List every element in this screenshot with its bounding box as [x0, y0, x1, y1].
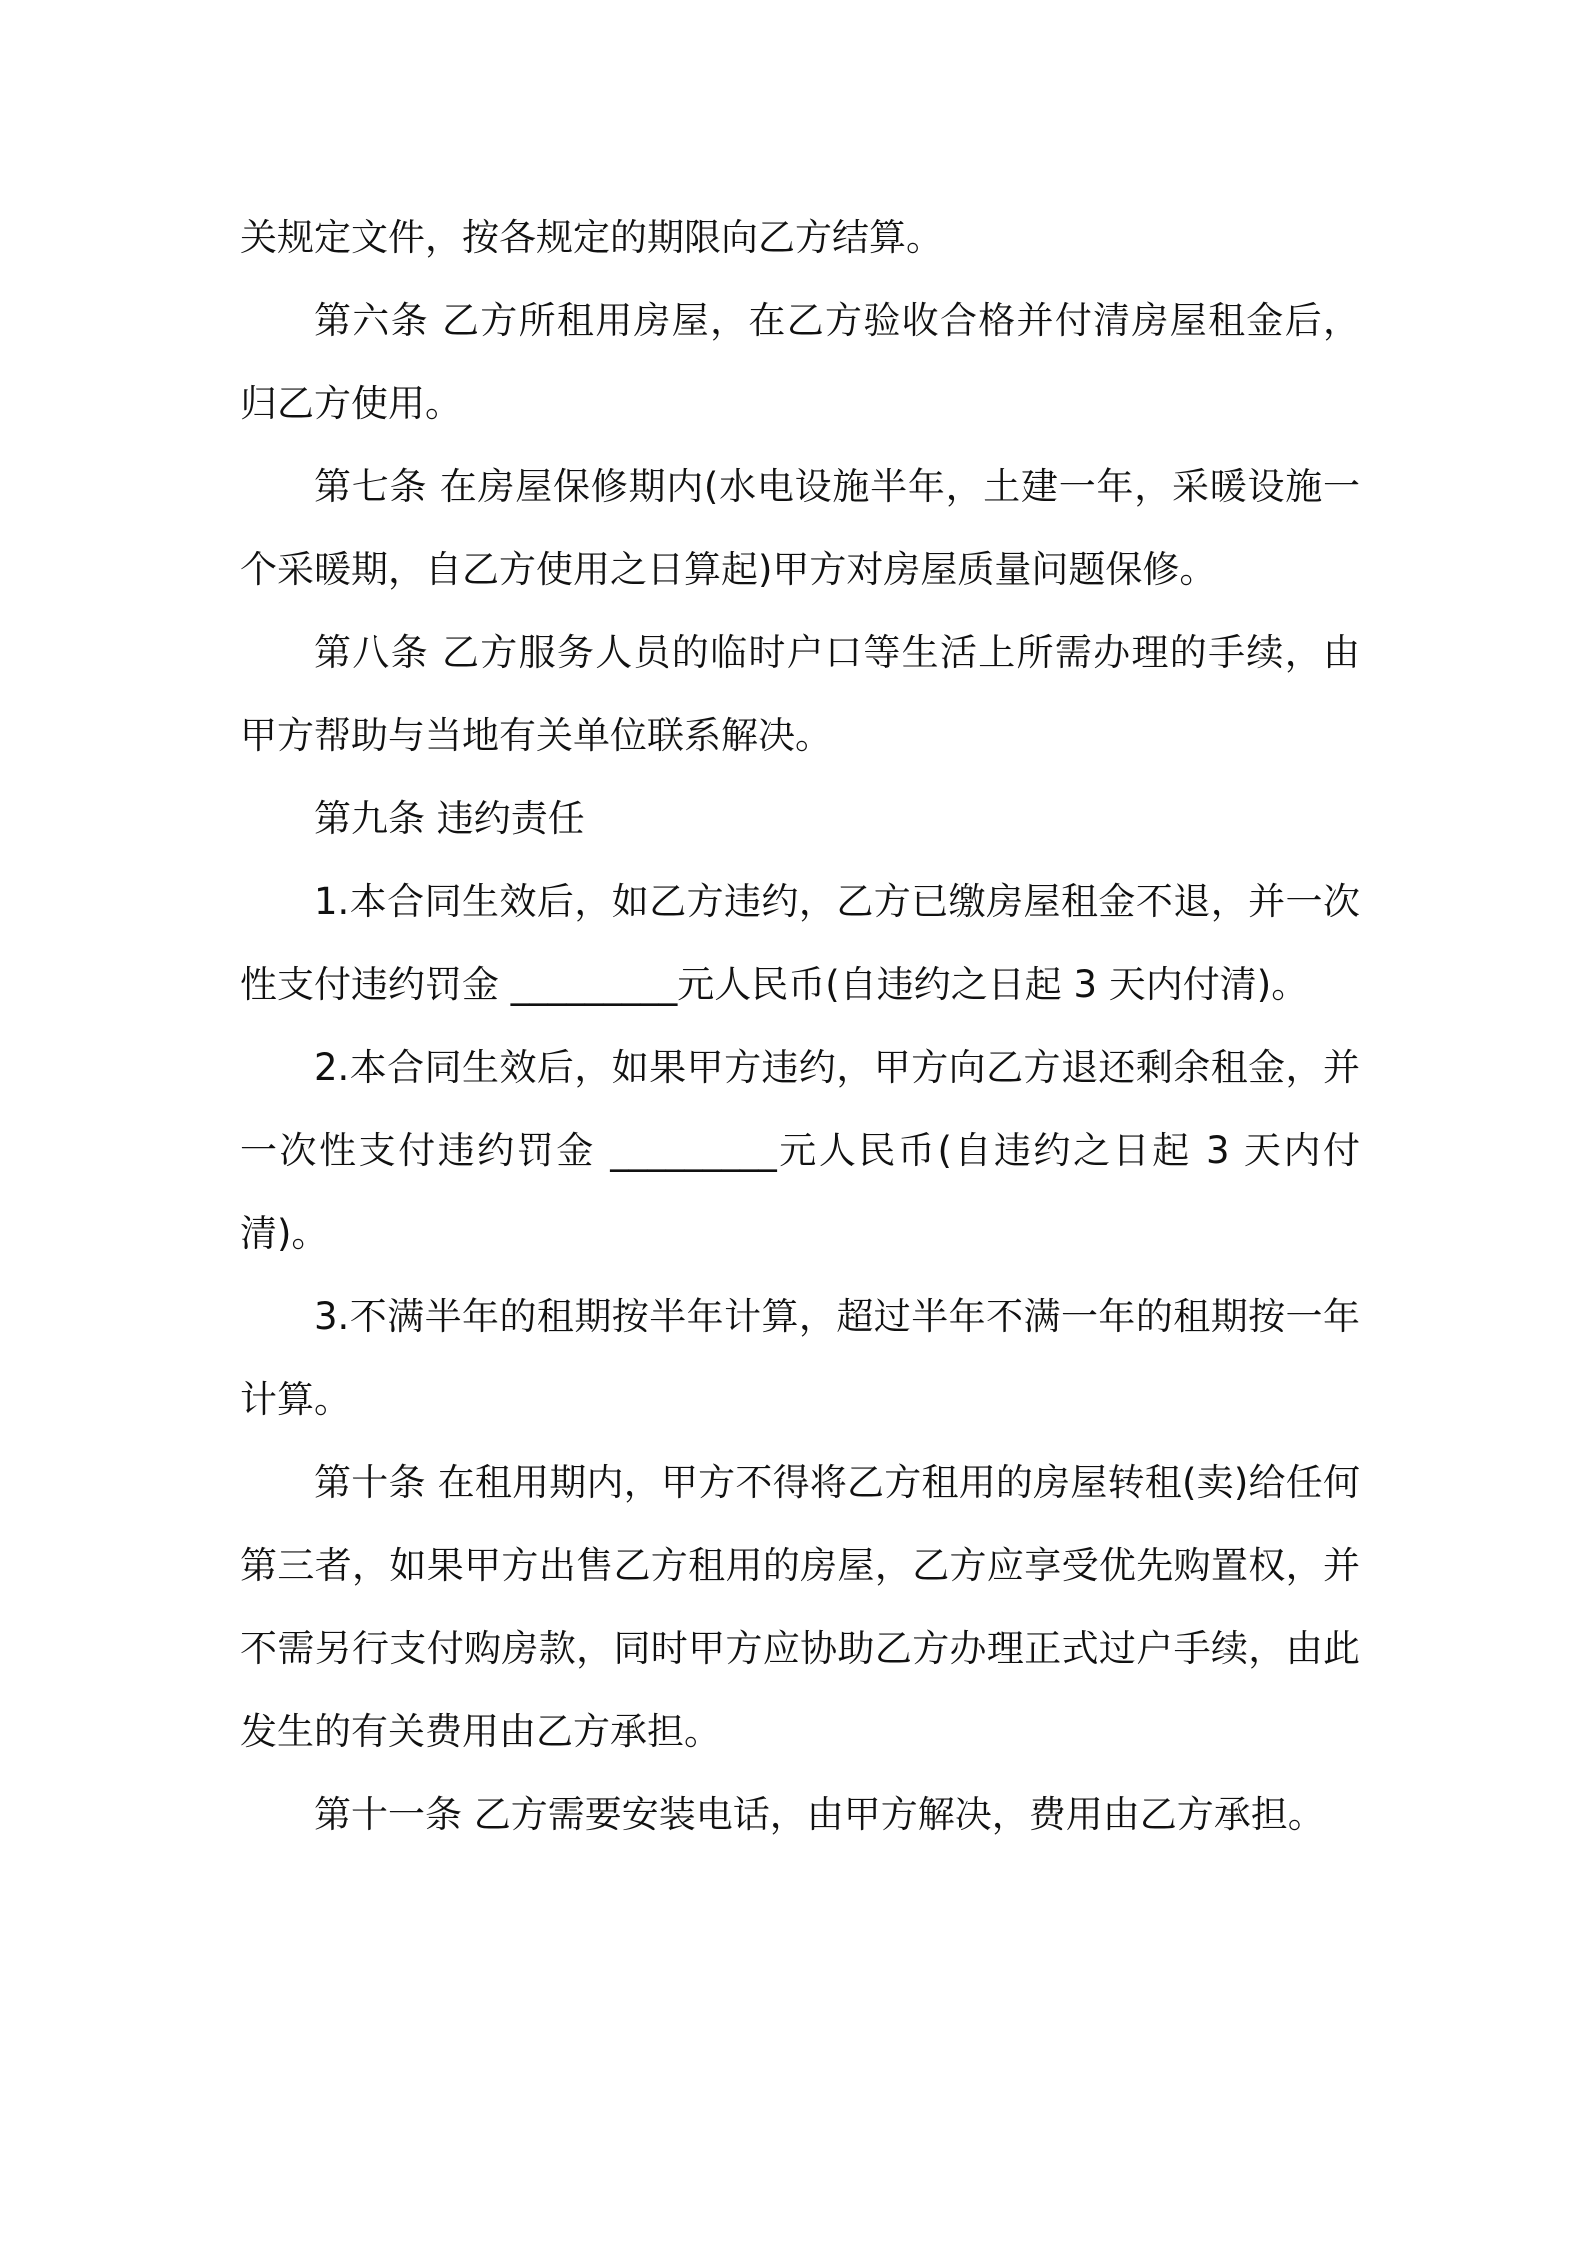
paragraph-article-6: 第六条 乙方所租用房屋，在乙方验收合格并付清房屋租金后，归乙方使用。 [240, 299, 1360, 425]
paragraph-article-8: 第八条 乙方服务人员的临时户口等生活上所需办理的手续，由甲方帮助与当地有关单位联系解决。 [240, 631, 1360, 757]
paragraph-breach-item-3: 3.不满半年的租期按半年计算，超过半年不满一年的租期按一年计算。 [240, 1295, 1360, 1421]
paragraph-article-9-heading: 第九条 违约责任 [314, 797, 585, 840]
paragraph-article-7: 第七条 在房屋保修期内(水电设施半年，土建一年，采暖设施一个采暖期，自乙方使用之日算起)甲方对房屋质量问题保修。 [240, 465, 1360, 591]
paragraph-breach-item-1: 1.本合同生效后，如乙方违约，乙方已缴房屋租金不退，并一次性支付违约罚金 _________元人民币(自违约之日起 3 天内付清)。 [240, 880, 1360, 1006]
paragraph-continuation: 关规定文件，按各规定的期限向乙方结算。 [240, 216, 943, 259]
paragraph-article-10: 第十条 在租用期内，甲方不得将乙方租用的房屋转租(卖)给任何第三者，如果甲方出售乙方租用的房屋，乙方应享受优先购置权，并不需另行支付购房款，同时甲方应协助乙方办理正式过户手续，由此发生的有关费用由乙方承担。 [240, 1461, 1360, 1753]
paragraph-breach-item-2: 2.本合同生效后，如果甲方违约，甲方向乙方退还剩余租金，并一次性支付违约罚金 _________元人民币(自违约之日起 3 天内付清)。 [240, 1046, 1360, 1255]
paragraph-article-11: 第十一条 乙方需要安装电话，由甲方解决，费用由乙方承担。 [314, 1793, 1325, 1836]
document-page [240, 196, 1360, 1856]
